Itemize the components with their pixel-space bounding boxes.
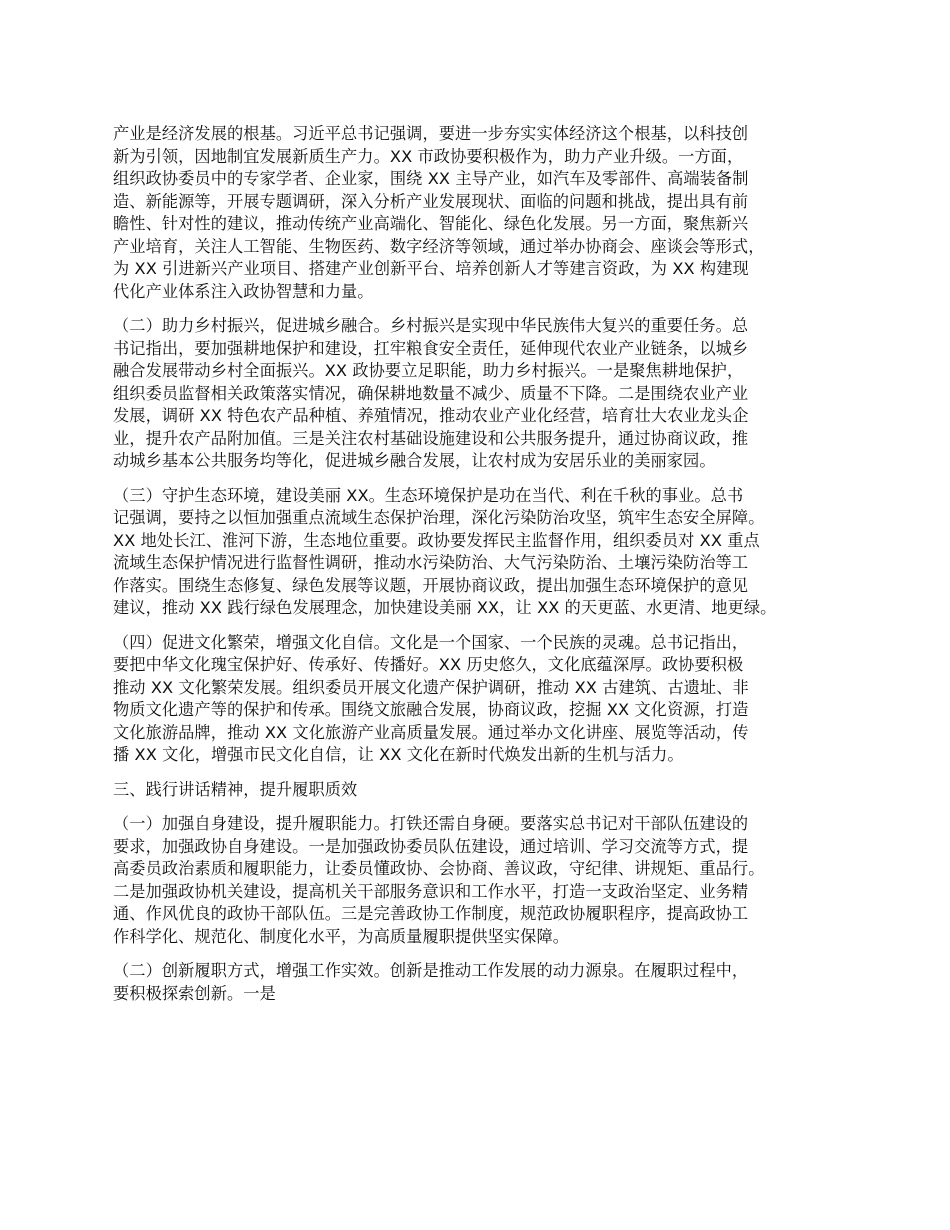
text-line: 书记指出，要加强耕地保护和建设，扛牢粮食安全责任，延伸现代农业产业链条，以城乡 <box>113 338 749 358</box>
text-line: （二）助力乡村振兴，促进城乡融合。乡村振兴是实现中华民族伟大复兴的重要任务。总 <box>113 316 749 335</box>
text-line: （一）加强自身建设，提升履职能力。打铁还需自身硬。要落实总书记对干部队伍建设的 <box>113 814 749 833</box>
text-line: 要积极探索创新。一是 <box>113 983 276 1003</box>
text-line: 通、作风优良的政协干部队伍。三是完善政协工作制度，规范政协履职程序，提高政协工 <box>113 904 749 923</box>
text-line: 高委员政治素质和履职能力，让委员懂政协、会协商、善议政，守纪律、讲规矩、重品行。 <box>113 859 765 878</box>
text-line: 作科学化、规范化、制度化水平，为高质量履职提供坚实保障。 <box>113 926 570 946</box>
text-line: 流域生态保护情况进行监督性调研，推动水污染防治、大气污染防治、土壤污染防治等工 <box>113 553 749 572</box>
text-line: 播 XX 文化，增强市民文化自信，让 XX 文化在新时代焕发出新的生机与活力。 <box>113 745 684 764</box>
text-line: 产业培育，关注人工智能、生物医药、数字经济等领域，通过举办协商会、座谈会等形式， <box>113 236 765 256</box>
text-line: 推动 XX 文化繁荣发展。组织委员开展文化遗产保护调研，推动 XX 古建筑、古遗址、非 <box>113 677 749 697</box>
text-line: （二）创新履职方式，增强工作实效。创新是推动工作发展的动力源泉。在履职过程中， <box>113 961 749 980</box>
text-line: 造、新能源等，开展专题调研，深入分析产业发展现状、面临的问题和挑战，提出具有前 <box>113 191 749 211</box>
text-line: 组织政协委员中的专家学者、企业家，围绕 XX 主导产业，如汽车及零部件、高端装备制 <box>113 169 749 188</box>
text-line: 发展，调研 XX 特色农产品种植、养殖情况，推动农业产业化经营，培育壮大农业龙头企 <box>113 406 749 425</box>
text-line: 记强调，要持之以恒加强重点流域生态保护治理，深化污染防治攻坚，筑牢生态安全屏障。 <box>113 508 765 527</box>
text-line: 为 XX 引进新兴产业项目、搭建产业创新平台、培养创新人才等建言资政，为 XX 构建现 <box>113 259 749 278</box>
text-line: 融合发展带动乡村全面振兴。XX 政协要立足职能，助力乡村振兴。一是聚焦耕地保护， <box>113 361 744 380</box>
text-line: 新为引领，因地制宜发展新质生产力。XX 市政协要积极作为，助力产业升级。一方面， <box>113 146 744 166</box>
text-line: 要把中华文化瑰宝保护好、传承好、传播好。XX 历史悠久，文化底蕴深厚。政协要积极 <box>113 655 744 674</box>
text-line: 建议，推动 XX 践行绿色发展理念，加快建设美丽 XX，让 XX 的天更蓝、水更清、地更绿。 <box>113 598 777 617</box>
text-line: 产业是经济发展的根基。习近平总书记强调，要进一步夯实实体经济这个根基，以科技创 <box>113 124 749 143</box>
section-heading <box>113 779 843 802</box>
text-line: 文化旅游品牌，推动 XX 文化旅游产业高质量发展。通过举办文化讲座、展览等活动，传 <box>113 722 749 742</box>
paragraph-culture <box>113 632 843 767</box>
text-line: 二是加强政协机关建设，提高机关干部服务意识和工作水平，打造一支政治坚定、业务精 <box>113 881 749 901</box>
text-line: 瞻性、针对性的建议，推动传统产业高端化、智能化、绿色化发展。另一方面，聚焦新兴 <box>113 214 749 233</box>
text-line: （三）守护生态环境，建设美丽 XX。生态环境保护是功在当代、利在千秋的事业。总书 <box>113 485 744 505</box>
paragraph-self-building <box>113 813 843 948</box>
text-line: （四）促进文化繁荣，增强文化自信。文化是一个国家、一个民族的灵魂。总书记指出， <box>113 632 749 652</box>
text-line: 业，提升农产品附加值。三是关注农村基础设施建设和公共服务提升，通过协商议政，推 <box>113 428 749 448</box>
paragraph-rural-revitalization <box>113 315 843 473</box>
text-line: 作落实。围绕生态修复、绿色发展等议题，开展协商议政，提出加强生态环境保护的意见 <box>113 575 749 595</box>
text-line: 动城乡基本公共服务均等化，促进城乡融合发展，让农村成为安居乐业的美丽家园。 <box>113 451 716 470</box>
heading-text: 三、践行讲话精神，提升履职质效 <box>113 779 358 799</box>
paragraph-innovation <box>113 960 843 1005</box>
text-line: 要求，加强政协自身建设。一是加强政协委员队伍建设，通过培训、学习交流等方式，提 <box>113 836 749 856</box>
text-line: 代化产业体系注入政协智慧和力量。 <box>113 281 374 301</box>
document-body <box>113 123 843 1017</box>
paragraph-ecology <box>113 485 843 620</box>
text-line: XX 地处长江、淮河下游，生态地位重要。政协要发挥民主监督作用，组织委员对 XX 重点 <box>113 530 760 550</box>
text-line: 物质文化遗产等的保护和传承。围绕文旅融合发展，协商议政，挖掘 XX 文化资源，打造 <box>113 700 749 719</box>
text-line: 组织委员监督相关政策落实情况，确保耕地数量不减少、质量不下降。二是围绕农业产业 <box>113 383 749 403</box>
paragraph-industry-upgrade <box>113 123 843 303</box>
